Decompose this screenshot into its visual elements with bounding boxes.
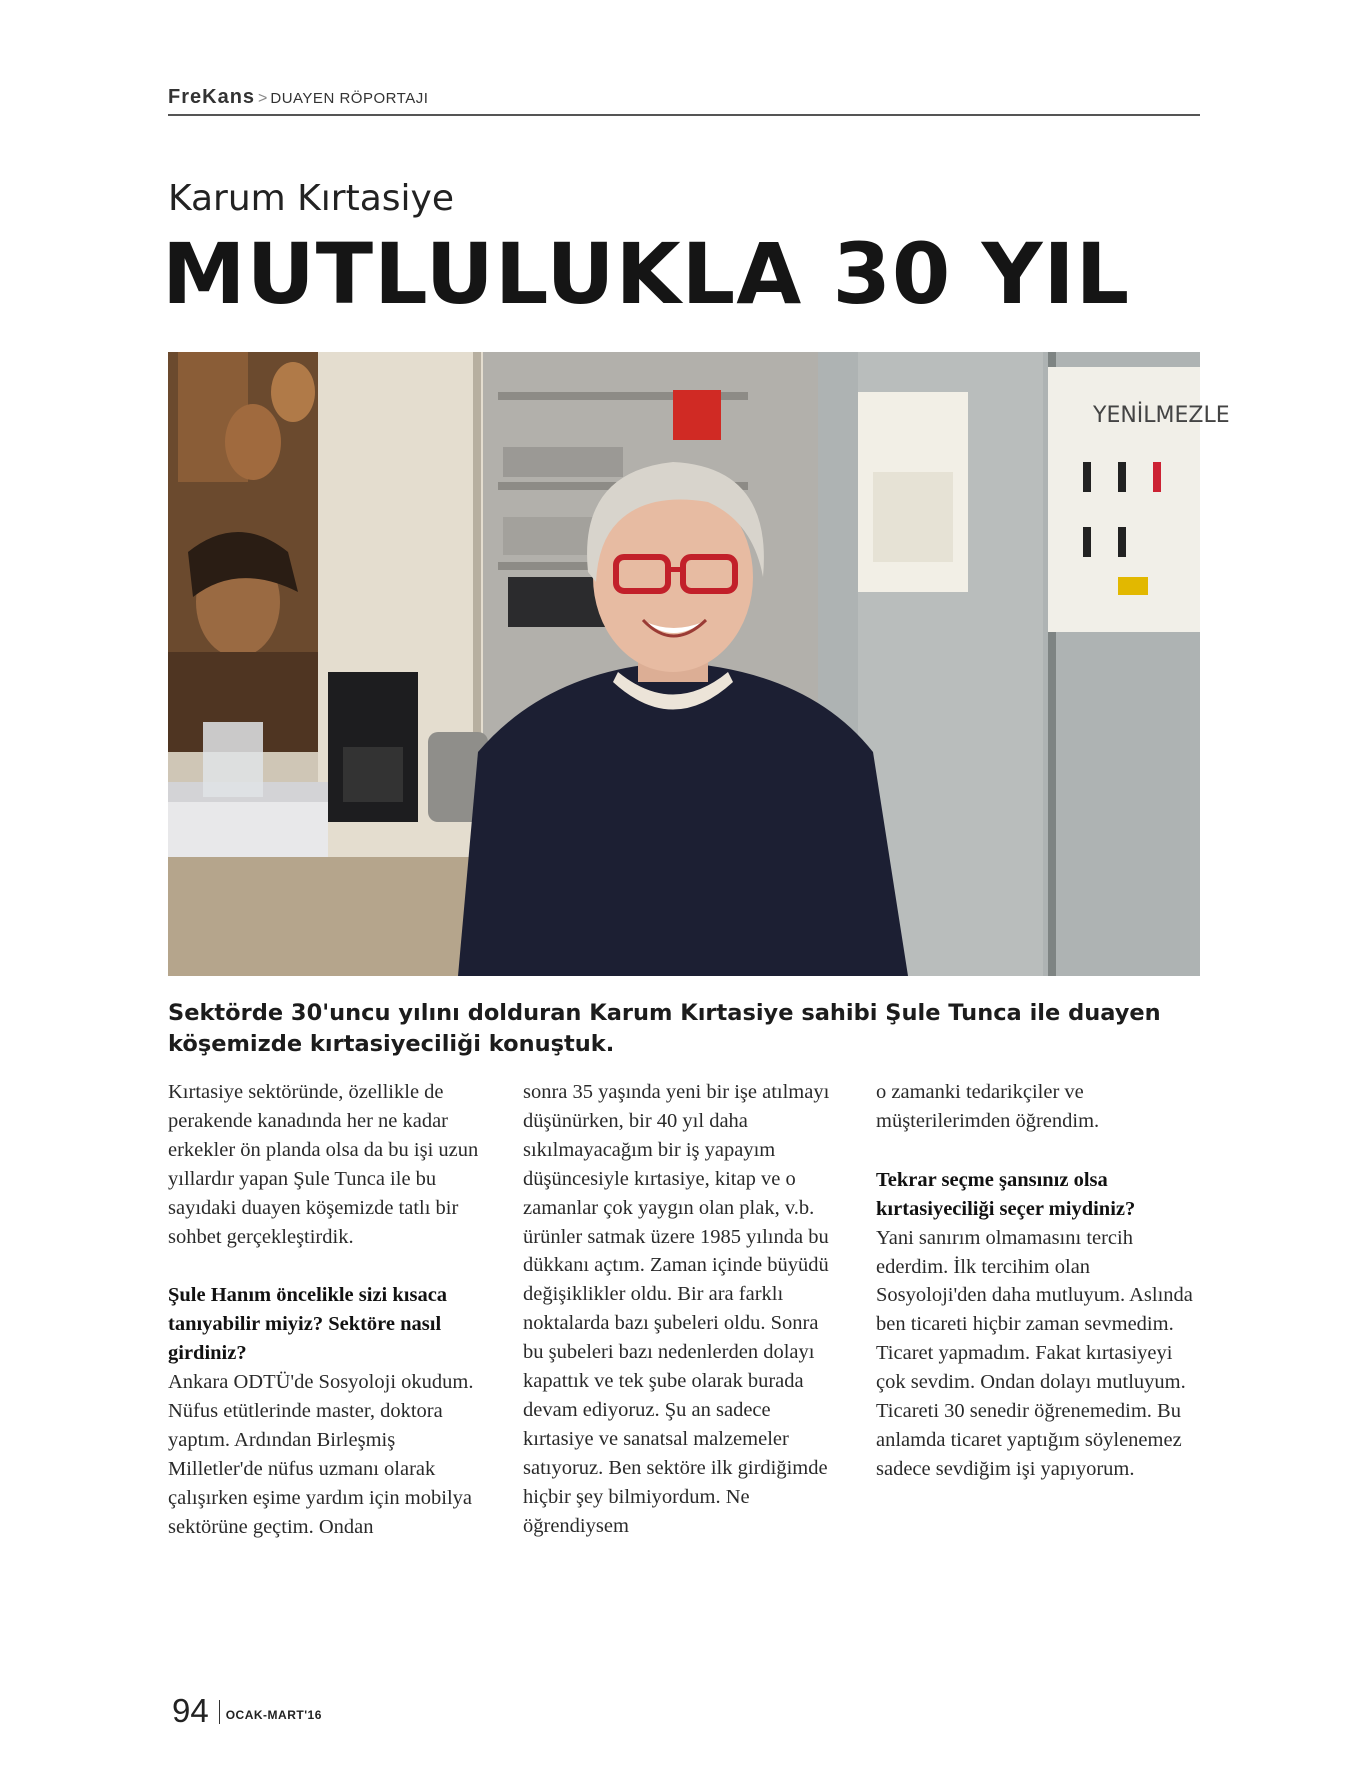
poster-text: YENİLMEZLE (1093, 403, 1230, 428)
article-photo (168, 352, 1230, 976)
question-1: Şule Hanım öncelikle sizi kısaca tanıyabilir miyiz? Sektöre nasıl girdiniz? (168, 1284, 448, 1365)
question-2: Tekrar seçme şansınız olsa kırtasiyeciliği seçer miydiniz? (876, 1168, 1136, 1220)
article-kicker: Karum Kırtasiye (168, 178, 454, 219)
article-lead: Sektörde 30'uncu yılını dolduran Karum Kırtasiye sahibi Şule Tunca ile duayen köşemizde kırtasiyeciliği konuştuk. (168, 1000, 1161, 1057)
article-headline: MUTLULUKLA 30 YIL (162, 225, 1131, 323)
page-number: 94 (172, 1692, 209, 1729)
page-footer (172, 1692, 322, 1730)
answer-2: Yani sanırım olmamasını tercih ederdim. İlk tercihim olan Sosyoloji'den daha mutluyum. Aslında ben ticareti hiçbir zaman sevmedim. Ticaret yapmadım. Fakat kırtasiyeyi çok sevdim. Ondan dolayı mutluyum. Ticareti 30 senedir öğrenemedim. Bu anlamda ticaret yaptığım söylenemez sadece sevdiğim işi yapıyorum. (876, 1226, 1193, 1480)
text-column-1 (168, 1078, 486, 1542)
magazine-logo: FreKans (168, 86, 256, 108)
answer-1: Ankara ODTÜ'de Sosyoloji okudum. Nüfus etütlerinde master, doktora yaptım. Ardından Birleşmiş Milletler'de nüfus uzmanı olarak çalışırken eşime yardım için mobilya sektörüne geçtim. Ondan (168, 1371, 474, 1538)
header-separator: > (258, 90, 268, 107)
section-name: DUAYEN RÖPORTAJI (270, 90, 429, 107)
footer-divider (219, 1700, 220, 1724)
answer-1-end: o zamanki tedarikçiler ve müşterilerimden öğrendim. (876, 1081, 1100, 1132)
text-column-2 (523, 1078, 841, 1541)
running-header (168, 86, 1200, 116)
text-column-3 (876, 1078, 1194, 1484)
intro-paragraph: Kırtasiye sektöründe, özellikle de perakende kanadında her ne kadar erkekler ön planda olsa da bu işi uzun yıllardır yapan Şule Tunca ile bu sayıdaki duayen köşemizde tatlı bir sohbet gerçekleştirdik. (168, 1081, 479, 1248)
answer-1-continued: sonra 35 yaşında yeni bir işe atılmayı düşünürken, bir 40 yıl daha sıkılmayacağım bir iş yapayım düşüncesiyle kırtasiye, kitap ve o zamanlar çok yaygın olan plak, v.b. ürünler satmak üzere 1985 yılında bu dükkanı açtım. Zaman içinde büyüdü değişiklikler oldu. Bir ara farklı noktalarda bazı şubeleri oldu. Sonra bu şubeleri bazı nedenlerden dolayı kapattık ve tek şube olarak burada devam ediyoruz. Şu an sadece kırtasiye ve sanatsal malzemeler satıyoruz. Ben sektöre ilk girdiğimde hiçbir şey bilmiyordum. Ne öğrendiysem (523, 1081, 830, 1537)
issue-date: OCAK-MART'16 (225, 1708, 322, 1722)
